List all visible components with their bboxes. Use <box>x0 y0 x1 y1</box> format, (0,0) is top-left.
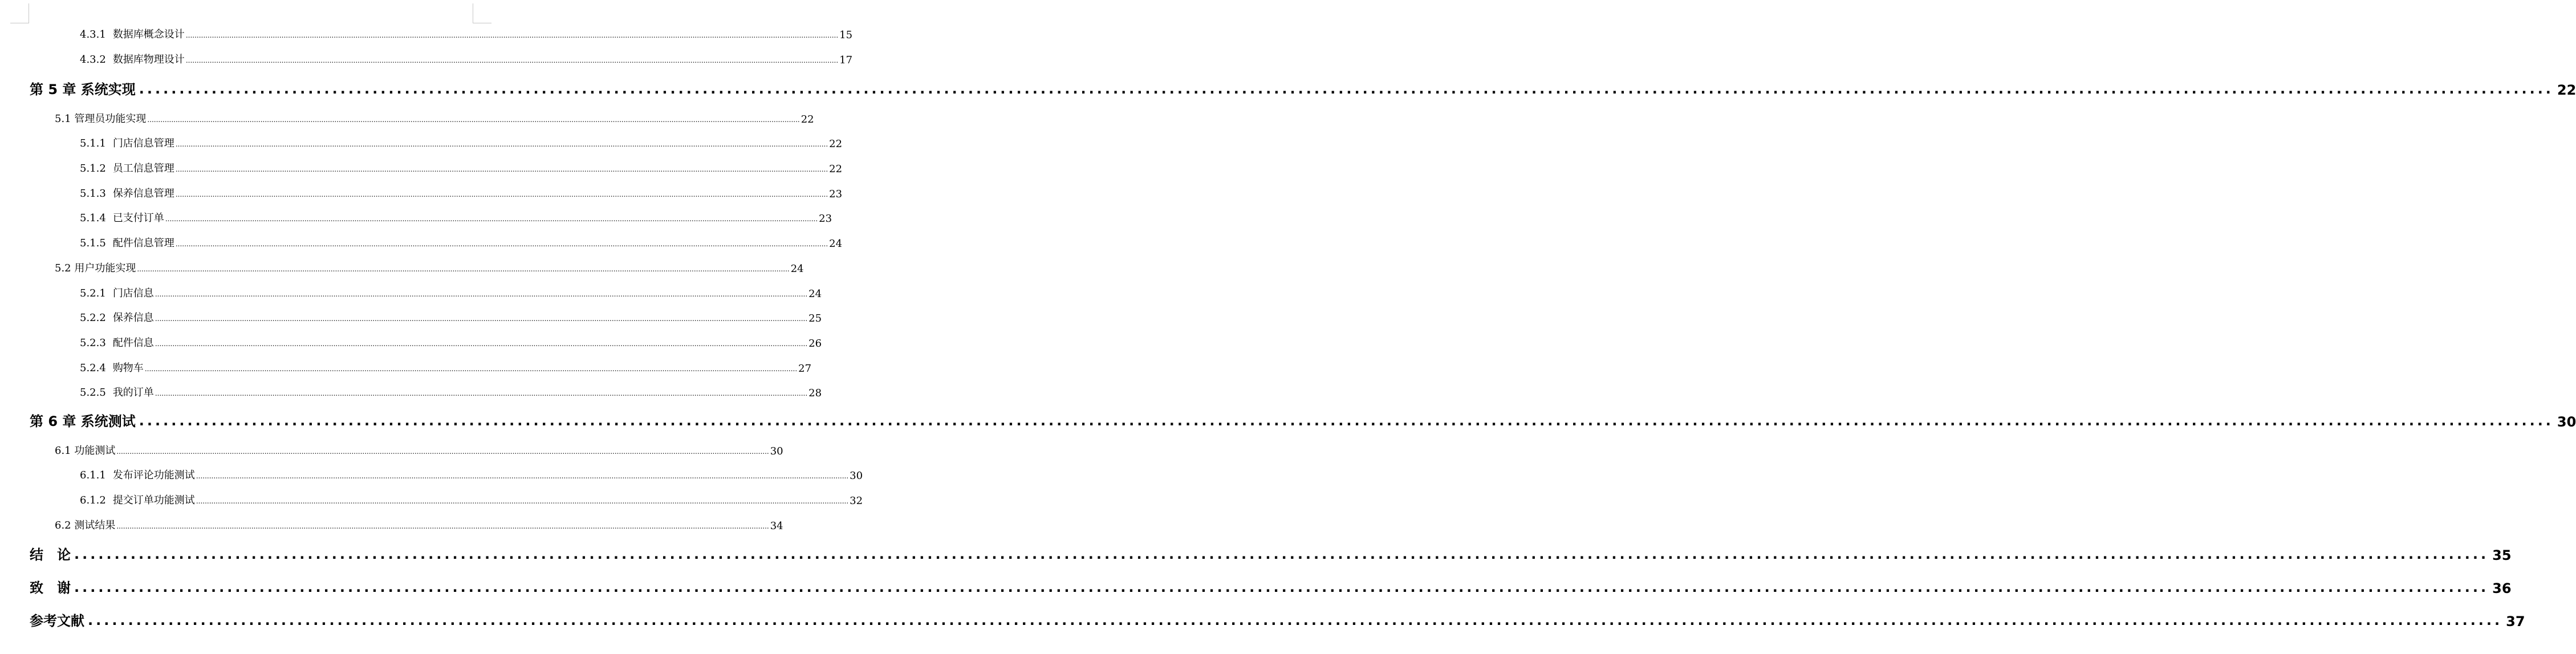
toc-leader: ............................................................................................................................................................................................................................................................................................................ <box>155 389 808 397</box>
toc-number: 5.1.4 <box>80 212 106 224</box>
toc-entry[interactable] <box>80 136 843 150</box>
toc-entry[interactable] <box>80 468 863 482</box>
toc-entry[interactable] <box>80 493 863 507</box>
toc-title: 5.2.4 购物车 <box>80 362 144 374</box>
toc-leader: ............................................................................................................................................................................................................................................................................................................ <box>175 190 828 198</box>
toc-leader: ............................................................................................................................................................................................................................................................................................................ <box>139 81 2554 97</box>
toc-page: 22 <box>829 138 843 150</box>
toc-leader: ............................................................................................................................................................................................................................................................................................................ <box>185 31 839 39</box>
toc-title: 5.1.3 保养信息管理 <box>80 188 174 200</box>
toc-section-entry[interactable] <box>55 112 814 125</box>
toc-leader: ............................................................................................................................................................................................................................................................................................................ <box>155 290 808 298</box>
toc-title: 5.2 用户功能实现 <box>55 262 136 274</box>
toc-leader: ............................................................................................................................................................................................................................................................................................................ <box>196 472 849 480</box>
toc-leader: ............................................................................................................................................................................................................................................................................................................ <box>155 340 808 348</box>
toc-leader: ............................................................................................................................................................................................................................................................................................................ <box>144 365 798 373</box>
toc-page: 37 <box>2506 614 2525 629</box>
toc-title: 结 论 <box>30 547 71 563</box>
toc-title: 5.2.1 门店信息 <box>80 287 154 299</box>
toc-page: 24 <box>829 238 843 250</box>
toc-number: 5.2.5 <box>80 387 106 399</box>
toc-leader: ............................................................................................................................................................................................................................................................................................................ <box>155 315 808 323</box>
toc-number: 6.1.2 <box>80 494 106 506</box>
toc-number: 5.2.2 <box>80 312 106 324</box>
toc-leader: ............................................................................................................................................................................................................................................................................................................ <box>74 546 2489 562</box>
toc-leader: ............................................................................................................................................................................................................................................................................................................ <box>175 140 828 148</box>
toc-leader: ............................................................................................................................................................................................................................................................................................................ <box>185 56 839 64</box>
toc-chapter-entry[interactable] <box>30 577 2512 596</box>
toc-leader: ............................................................................................................................................................................................................................................................................................................ <box>116 522 769 530</box>
toc-page: 34 <box>770 520 783 532</box>
toc-entry[interactable] <box>80 186 843 200</box>
toc-number: 5.2.3 <box>80 337 106 349</box>
toc-title: 参考文献 <box>30 613 84 629</box>
toc-leader: ............................................................................................................................................................................................................................................................................................................ <box>116 448 769 456</box>
toc-page: 17 <box>839 54 853 66</box>
toc-entry[interactable] <box>80 336 822 350</box>
toc-page: 27 <box>798 363 812 375</box>
toc-title: 6.1 功能测试 <box>55 445 116 457</box>
toc-title: 5.2.5 我的订单 <box>80 387 154 399</box>
toc-title: 致 谢 <box>30 580 71 596</box>
toc-title: 4.3.2 数据库物理设计 <box>80 54 185 66</box>
toc-page: 30 <box>770 445 783 457</box>
toc-page: 32 <box>850 495 863 507</box>
toc-page: 15 <box>839 29 853 41</box>
toc-leader: ............................................................................................................................................................................................................................................................................................................ <box>196 497 849 505</box>
toc-leader: ............................................................................................................................................................................................................................................................................................................ <box>137 265 790 273</box>
toc-title: 5.1.1 门店信息管理 <box>80 137 174 149</box>
toc-entry[interactable] <box>80 52 853 66</box>
toc-number: 5.1.2 <box>80 163 106 174</box>
toc-page: 30 <box>850 470 863 482</box>
toc-page: 30 <box>2557 414 2576 430</box>
toc-entry[interactable] <box>80 161 843 175</box>
toc-page: 24 <box>790 263 804 275</box>
toc-title: 第 5 章 系统实现 <box>30 82 136 98</box>
toc-title: 4.3.1 数据库概念设计 <box>80 29 185 40</box>
toc-title: 6.1.2 提交订单功能测试 <box>80 494 195 506</box>
toc-entry[interactable] <box>80 311 822 324</box>
toc-leader: ............................................................................................................................................................................................................................................................................................................ <box>74 579 2489 595</box>
toc-page: 26 <box>808 338 822 350</box>
toc-page: 36 <box>2492 580 2512 596</box>
toc-title: 5.1.5 配件信息管理 <box>80 237 174 249</box>
toc-entry[interactable] <box>80 385 822 399</box>
toc-chapter-entry[interactable] <box>30 79 2576 98</box>
toc-title: 5.2.2 保养信息 <box>80 312 154 324</box>
toc-leader: ............................................................................................................................................................................................................................................................................................................ <box>88 612 2503 628</box>
toc-number: 6.1.1 <box>80 469 106 481</box>
toc-page: 24 <box>808 288 822 300</box>
toc-chapter-entry[interactable] <box>30 544 2512 563</box>
toc-chapter-entry[interactable] <box>30 610 2525 629</box>
toc-title: 5.1.2 员工信息管理 <box>80 163 174 174</box>
toc-page: 22 <box>2557 82 2576 98</box>
toc-entry[interactable] <box>80 361 812 375</box>
toc-entry[interactable] <box>80 236 843 250</box>
toc-number: 5.1.5 <box>80 237 106 249</box>
toc-number: 5.1.3 <box>80 188 106 200</box>
toc-number: 4.3.1 <box>80 29 106 40</box>
toc-leader: ............................................................................................................................................................................................................................................................................................................ <box>139 413 2554 429</box>
toc-entry[interactable] <box>80 211 832 225</box>
toc-number: 5.1.1 <box>80 137 106 149</box>
toc-page: 28 <box>808 387 822 399</box>
toc-title: 第 6 章 系统测试 <box>30 413 136 429</box>
toc-page: 23 <box>829 188 843 200</box>
toc-leader: ............................................................................................................................................................................................................................................................................................................ <box>165 215 818 223</box>
toc-section-entry[interactable] <box>55 261 804 275</box>
toc-section-entry[interactable] <box>55 444 783 457</box>
toc-title: 5.2.3 配件信息 <box>80 337 154 349</box>
toc-leader: ............................................................................................................................................................................................................................................................................................................ <box>175 165 828 173</box>
toc-number: 5.2.1 <box>80 287 106 299</box>
toc-leader: ............................................................................................................................................................................................................................................................................................................ <box>175 240 828 248</box>
toc-section-entry[interactable] <box>55 518 783 532</box>
toc-chapter-entry[interactable] <box>30 411 2576 430</box>
toc-entry[interactable] <box>80 286 822 300</box>
toc-page: 23 <box>819 213 832 225</box>
toc-page: 22 <box>829 163 843 175</box>
toc-number: 4.3.2 <box>80 54 106 66</box>
toc-page: 22 <box>801 113 814 125</box>
toc-page: 35 <box>2492 547 2512 563</box>
toc-leader: ............................................................................................................................................................................................................................................................................................................ <box>147 116 800 124</box>
toc-entry[interactable] <box>80 27 853 41</box>
toc-number: 5.2.4 <box>80 362 106 374</box>
toc-title: 5.1.4 已支付订单 <box>80 212 164 224</box>
toc-title: 6.1.1 发布评论功能测试 <box>80 469 195 481</box>
toc-title: 6.2 测试结果 <box>55 519 116 531</box>
toc-title: 5.1 管理员功能实现 <box>55 113 147 125</box>
toc-page: 25 <box>808 312 822 324</box>
